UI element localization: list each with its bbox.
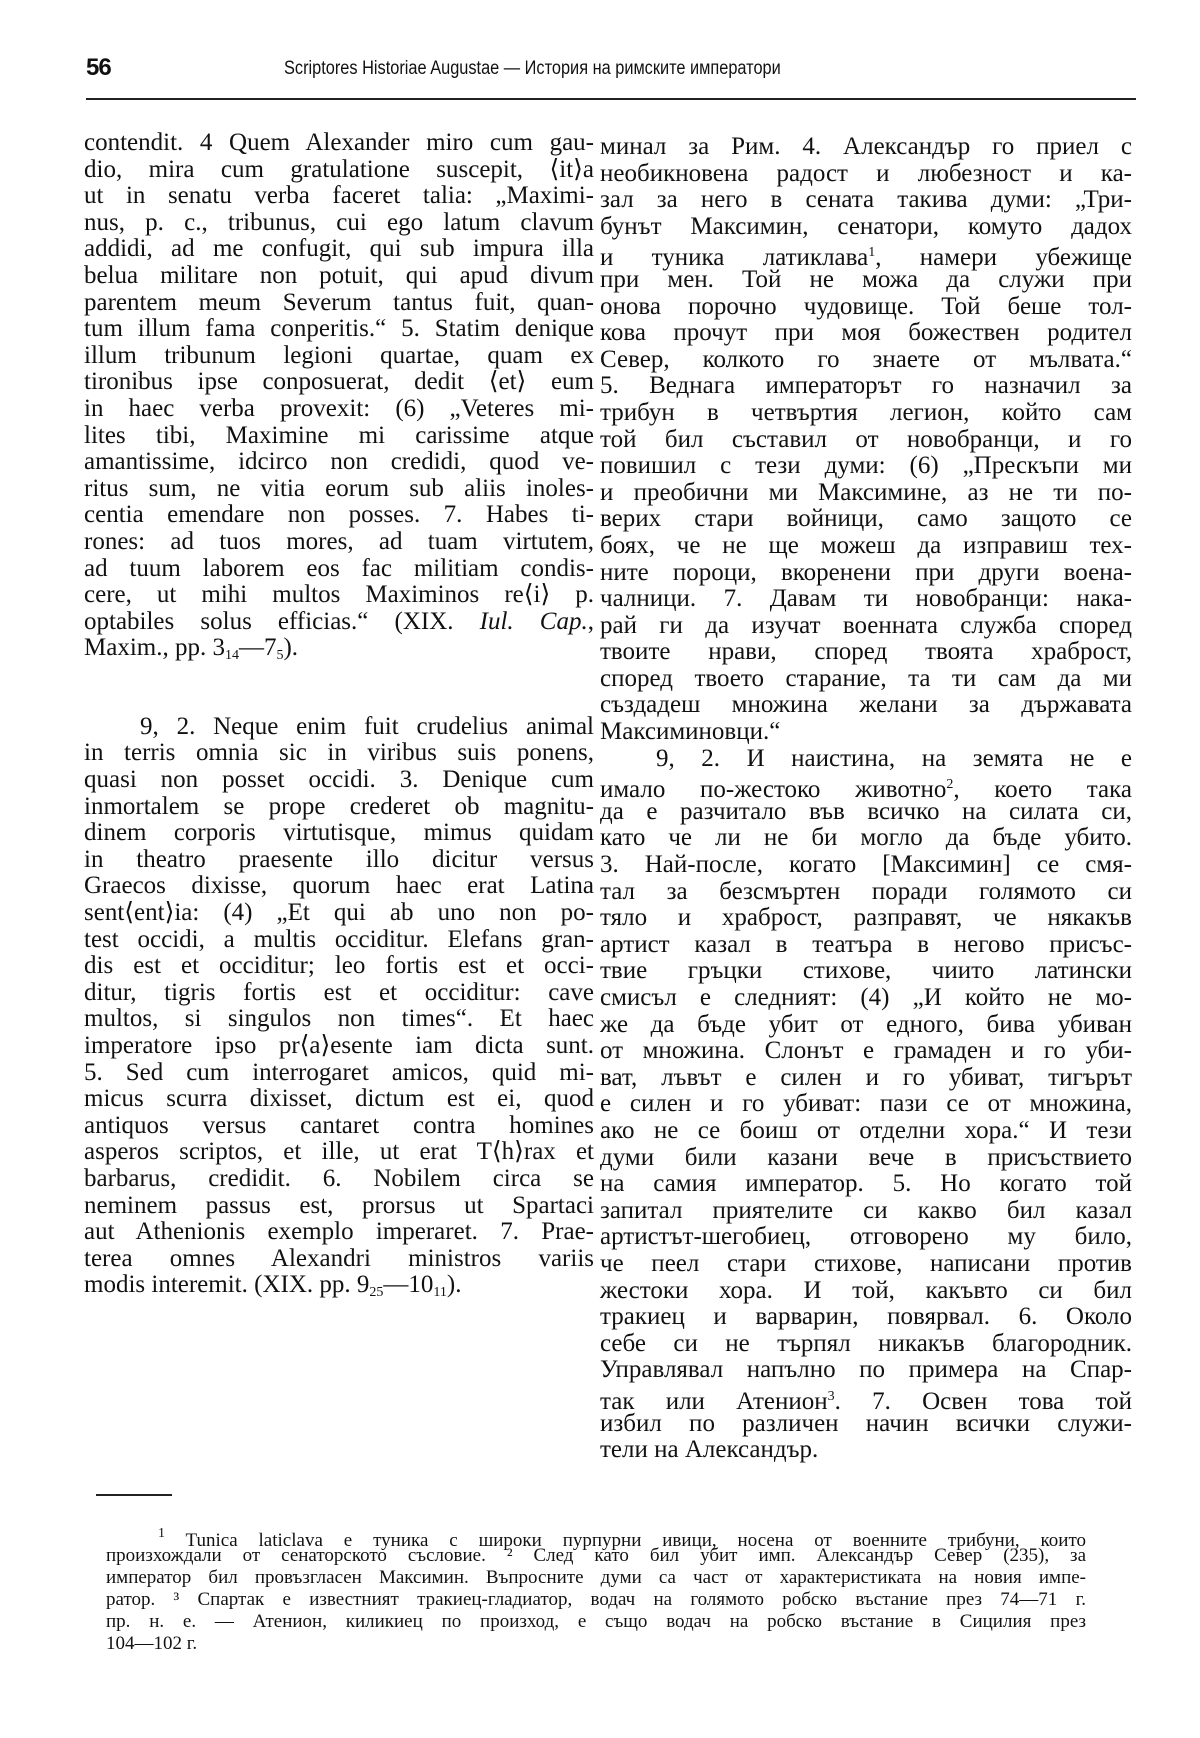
text-line: Север, колкото го знаете от мълвата.“: [600, 345, 1132, 373]
text-line: думи били казани вече в присъствието: [600, 1143, 1132, 1171]
text-line-footnote-ref: и туника латиклава$^1$, намери убежище: [600, 244, 1132, 272]
text-line: optabiles solus efficias.“ (XIX. Iul. Cap.,: [84, 607, 594, 635]
footnote-ref-2[interactable]: 2: [946, 777, 954, 793]
text-line: ut in senatu verba faceret talia: „Maximi-: [84, 182, 594, 210]
text-line: in theatro praesente illo dicitur versus: [84, 845, 594, 873]
text-line: онова порочно чудовище. Той беше тол-: [600, 292, 1132, 320]
text-line: е силен и го убиват: пази се от множина,: [600, 1090, 1132, 1118]
bulgarian-block-2: [600, 746, 1132, 1464]
text-line: артист казал в театъра в негово присъс-: [600, 930, 1132, 958]
latin-column: [84, 130, 594, 1299]
text-line: тракиец и варварин, повярвал. 6. Около: [600, 1303, 1132, 1331]
footnote-line: 104—102 г.: [106, 1633, 198, 1654]
text-line: че пеел стари стихове, написани против: [600, 1249, 1132, 1277]
text-line: 5. Веднага императорът го назначил за: [600, 372, 1132, 400]
text-line: зал за него в сената такива думи: „Три-: [600, 186, 1132, 214]
text-line: Максиминовци.“: [600, 718, 781, 746]
text-line: твоите нрави, според твоята храброст,: [600, 638, 1132, 666]
text-line: barbarus, credidit. 6. Nobilem circa se: [84, 1164, 594, 1192]
text-line: multos, si singulos non times“. Et haec: [84, 1005, 594, 1033]
text-line: ват, лъвът е силен и го убиват, тигърът: [600, 1063, 1132, 1091]
text-line: и преобични ми Максимине, аз не ти по-: [600, 478, 1132, 506]
footnote-ref-1[interactable]: 1: [868, 245, 876, 261]
text-line: addidi, ad me confugit, qui sub impura illa: [84, 235, 594, 263]
footnote-number-1: 1: [158, 1526, 165, 1541]
text-line: in haec verba provexit: (6) „Veteres mi-: [84, 394, 594, 422]
text-line: 9, 2. Neque enim fuit crudelius animal: [140, 712, 594, 740]
text-line: inmortalem se prope crederet ob magnitu-: [84, 792, 594, 820]
text-line: при мен. Той не можа да служи при: [600, 265, 1132, 293]
text-line: необикновена радост и любезност и ка-: [600, 159, 1132, 187]
text-line: neminem passus est, prorsus ut Spartaci: [84, 1191, 594, 1219]
text-line: imperatore ipso pr⟨a⟩esente iam dicta sunt.: [84, 1032, 594, 1059]
text-line: тяло и храброст, разправят, че някакъв: [600, 904, 1132, 932]
text-line: верих стари войници, само защото се: [600, 505, 1132, 533]
text-line: Управлявал напълно по примера на Спар-: [600, 1356, 1132, 1384]
text-line: ad tuum laborem eos fac militiam condis-: [84, 554, 594, 582]
latin-block-1: [84, 130, 594, 662]
text-line: ако не се боиш от отделни хора.“ И тези: [600, 1116, 1132, 1144]
text-line: твие гръцки стихове, чиито латински: [600, 957, 1132, 985]
text-line: повишил с тези думи: (6) „Прескъпи ми: [600, 452, 1132, 480]
text-line: amantissime, idcirco non credidi, quod ve-: [84, 448, 594, 476]
text-line: кова прочут при моя божествен родител: [600, 319, 1132, 347]
text-line: бунът Максимин, сенатори, комуто дадох: [600, 212, 1132, 240]
text-line: според твоето старание, та ти сам да ми: [600, 664, 1132, 692]
bulgarian-column: [600, 134, 1132, 1464]
text-line: nus, p. c., tribunus, cui ego latum clavum: [84, 208, 594, 236]
text-line: ritus sum, ne vitia eorum sub aliis inoles-: [84, 474, 594, 502]
text-line: cere, ut mihi multos Maximinos re⟨i⟩ p.: [84, 581, 594, 609]
text-line: 3. Най-после, когато [Максимин] се смя-: [600, 851, 1132, 879]
text-line: belua militare non potuit, qui apud divum: [84, 261, 594, 289]
running-title: Scriptores Historiae Augustae — История на римските императори: [284, 58, 781, 79]
text-line: dinem corporis virtutisque, mimus quidam: [84, 819, 594, 847]
text-line: от множина. Слонът е грамаден и го уби-: [600, 1037, 1132, 1065]
text-line: ните пороци, вкоренени при други воена-: [600, 558, 1132, 586]
latin-block-2: [84, 714, 594, 1299]
text-line: избил по различен начин всички служи-: [600, 1409, 1132, 1437]
footnote-rule: [96, 1494, 172, 1496]
text-line: micus scurra dixisset, dictum est ei, quod: [84, 1085, 594, 1113]
text-line: antiquos versus cantaret contra homines: [84, 1111, 594, 1139]
text-line-footnote-ref: так или Атенион$^3$. 7. Освен това той: [600, 1387, 1132, 1415]
text-line: test occidi, a multis occiditur. Elefans gran-: [84, 925, 594, 953]
text-line: ditur, tigris fortis est et occiditur: cave: [84, 978, 594, 1006]
page-header: [86, 52, 1136, 92]
text-line: centia emendare non posses. 7. Habes ti-: [84, 501, 594, 529]
text-line: lites tibi, Maximine mi carissime atque: [84, 421, 594, 449]
text-line: да е разчитало във всичко на силата си,: [600, 797, 1132, 825]
text-line: той бил съставил от новобранци, и го: [600, 425, 1132, 453]
footnote-line: ратор. ³ Спартак е известният тракиец-гладиатор, водач на голямото робско въстание през 74—71 г.: [106, 1589, 1086, 1610]
text-line: aut Athenionis exemplo imperaret. 7. Prae-: [84, 1218, 594, 1246]
text-line: in terris omnia sic in viribus suis ponens,: [84, 739, 594, 767]
paragraph-gap: [84, 662, 594, 714]
citation-author: Iul. Cap.: [479, 607, 588, 635]
header-rule: [86, 98, 1136, 100]
text-line: же да бъде убит от едного, бива убиван: [600, 1010, 1132, 1038]
text-line: terea omnes Alexandri ministros variis: [84, 1244, 594, 1272]
text-line: contendit. 4 Quem Alexander miro cum gau-: [84, 129, 594, 156]
text-line: минал за Рим. 4. Александър го приел с: [600, 133, 1132, 160]
page-number: 56: [86, 54, 111, 81]
text-line: създадеш множина желани за държавата: [600, 691, 1132, 719]
footnote-line: император бил провъзгласен Максимин. Въпросните думи са част от характеристиката на новия импе-: [106, 1567, 1086, 1588]
text-line: parentem meum Severum tantus fuit, quan-: [84, 288, 594, 316]
text-line: tironibus ipse conposuerat, dedit ⟨et⟩ eum: [84, 368, 594, 396]
footnotes: [106, 1523, 1086, 1655]
text-line: артистът-шегобиец, отговорено му било,: [600, 1223, 1132, 1251]
text-line: dio, mira cum gratulatione suscepit, ⟨it⟩a: [84, 155, 594, 183]
text-line: като че ли не би могло да бъде убито.: [600, 824, 1132, 852]
text-line: dis est et occiditur; leo fortis est et occi-: [84, 952, 594, 980]
text-line: боях, че не ще можеш да изправиш тех-: [600, 531, 1132, 559]
text-line: 9, 2. И наистина, на земята не е: [656, 744, 1132, 772]
text-line: rones: ad tuos mores, ad tuam virtutem,: [84, 527, 594, 555]
text-line: 5. Sed cum interrogaret amicos, quid mi-: [84, 1058, 594, 1086]
text-line: трибун в четвъртия легион, който сам: [600, 398, 1132, 426]
citation-line: Maxim., pp. $3_{14}—7_5$).: [84, 634, 299, 664]
text-line: quasi non posset occidi. 3. Denique cum: [84, 766, 594, 794]
footnote-line: $^1$ Tunica laticlava е туника с широки пурпурни ивици, носена от военните трибуни, които: [158, 1526, 1086, 1551]
text-line: чалници. 7. Давам ти новобранци: нака-: [600, 585, 1132, 613]
text-line-footnote-ref: имало по-жестоко животно$^2$, което така: [600, 776, 1132, 804]
text-line: asperos scriptos, et ille, ut erat T⟨h⟩rax et: [84, 1138, 594, 1166]
text-line: тели на Александър.: [600, 1436, 819, 1464]
citation-line: modis interemit. (XIX. pp. $9_{25}—10_{11}$).: [84, 1271, 462, 1301]
bulgarian-block-1: [600, 134, 1132, 746]
text-line: Graecos dixisse, quorum haec erat Latina: [84, 872, 594, 900]
text-line: illum tribunum legioni quartae, quam ex: [84, 341, 594, 369]
text-line: запитал приятелите си какво бил казал: [600, 1196, 1132, 1224]
text-line: тал за безсмъртен поради голямото си: [600, 877, 1132, 905]
text-line: tum illum fama conperitis.“ 5. Statim denique: [84, 315, 594, 343]
text-line: рай ги да изучат военната служба според: [600, 611, 1132, 639]
text-line: смисъл е следният: (4) „И който не мо-: [600, 984, 1132, 1011]
footnote-line: пр. н. е. — Атенион, киликиец по произход, е също водач на робско въстание в Сицилия през: [106, 1611, 1086, 1632]
footnote-line: произхождали от сенаторското съсловие. ² След като бил убит имп. Александър Север (235), за: [106, 1545, 1086, 1566]
footnote-ref-3[interactable]: 3: [827, 1388, 835, 1404]
text-line: жестоки хора. И той, какъвто си бил: [600, 1276, 1132, 1304]
text-line: себе си не търпял никакъв благородник.: [600, 1329, 1132, 1357]
text-line: sent⟨ent⟩ia: (4) „Et qui ab uno non po-: [84, 899, 594, 927]
text-line: на самия император. 5. Но когато той: [600, 1170, 1132, 1198]
